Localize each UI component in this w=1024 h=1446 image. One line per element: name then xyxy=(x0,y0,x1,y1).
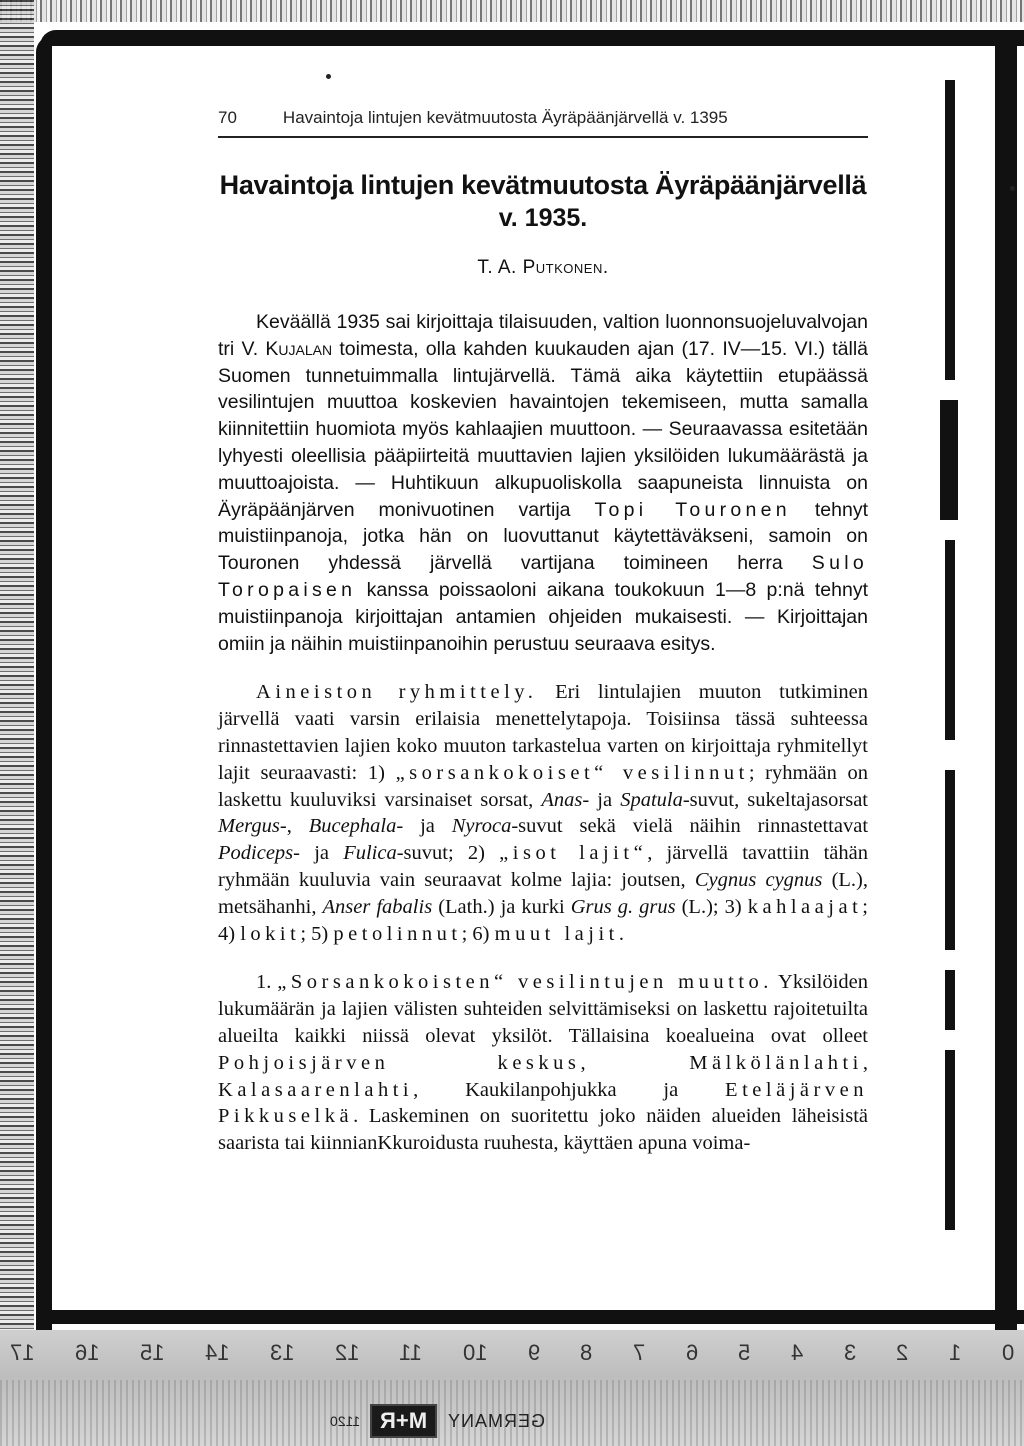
margin-marks-right xyxy=(940,70,970,1270)
film-code: 1120 xyxy=(330,1413,361,1429)
ruler-number: 1 xyxy=(948,1340,962,1365)
ruler-number: 6 xyxy=(685,1340,698,1365)
page-number: 70 xyxy=(218,108,237,127)
article-title: Havaintoja lintujen kevätmuutosta Äyräpäänjärvellä xyxy=(219,170,867,200)
film-brand xyxy=(330,1404,545,1438)
running-title: Havaintoja lintujen kevätmuutosta Äyräpäänjärvellä v. 1395 xyxy=(282,108,728,127)
ruler-number: 8 xyxy=(580,1340,593,1365)
frame-border-left xyxy=(36,36,52,1336)
ruler-number: 10 xyxy=(462,1340,488,1365)
ruler-number: 2 xyxy=(896,1340,909,1365)
article-author xyxy=(218,257,868,279)
film-country: GERMANY xyxy=(447,1410,546,1431)
ruler-number: 4 xyxy=(790,1340,804,1365)
frame-border-right xyxy=(995,40,1017,1330)
author-initials: T. A. xyxy=(477,257,517,278)
ruler-number: 5 xyxy=(738,1340,751,1365)
scan-edge-left xyxy=(0,0,34,1446)
ruler-number: 14 xyxy=(204,1340,230,1365)
ruler-scale xyxy=(0,1340,1024,1370)
scan-edge-top xyxy=(0,0,1024,22)
ruler-number: 17 xyxy=(10,1340,35,1365)
ruler-number: 0 xyxy=(1001,1340,1014,1365)
ruler-number: 15 xyxy=(139,1340,165,1365)
speck xyxy=(326,74,331,79)
running-header xyxy=(218,108,868,138)
ruler-number: 7 xyxy=(632,1340,646,1365)
ruler-number: 3 xyxy=(843,1340,856,1365)
ruler-number: 9 xyxy=(527,1340,540,1365)
ruler-number: 13 xyxy=(269,1340,295,1365)
speck xyxy=(1010,186,1015,191)
paragraph-material-grouping: Aineiston ryhmittely. Eri lintulajien muuton tutkiminen järvellä vaati varsin erilaisia menettelytapoja. Toisiinsa tässä suhteessa rinnastettavien lajien koko muuton tarkastelua varten on kirjoittaja ryhmitellyt lajit seuraavasti: 1) „sorsankokoiset“ vesilinnut; ryhmään on laskettu kuuluviksi varsinaiset sorsat, Anas- ja Spatula-suvut, sukeltajasorsat Mergus-, Bucephala- ja Nyroca-suvut sekä vielä näihin rinnastettavat Podiceps- ja Fulica-suvut; 2) „isot lajit“, järvellä tavattiin tähän ryhmään kuuluvia vain seuraavat kolme lajia: joutsen, Cygnus cygnus (L.), metsähanhi, Anser fabalis (Lath.) ja kurki Grus g. grus (L.); 3) kahlaajat; 4) lokit; 5) petolinnut; 6) muut lajit. xyxy=(218,681,869,945)
ruler-number: 11 xyxy=(399,1340,423,1365)
author-surname: Putkonen. xyxy=(522,257,609,278)
paragraph-duck-migration: 1. „Sorsankokoisten“ vesilintujen muutto. Yksilöiden lukumäärän ja lajien välisten suhteiden selvittämiseksi on laskettu rajoitetuilta alueilta kaikki niissä olevat yksilöt. Tällaisina koealueina ovat olleet Pohjoisjärven keskus, Mälkölänlahti, Kalasaarenlahti, Kaukilanpohjukka ja Eteläjärven Pikkuselkä. Laskeminen on suoritettu joko näiden alueiden läheisistä saarista tai kiinnianKkuroidusta ruuhesta, käyttäen apuna voima- xyxy=(218,971,869,1155)
paragraph-intro: Keväällä 1935 sai kirjoittaja tilaisuuden, valtion luonnonsuojeluvalvojan tri V. Kujalan toimesta, olla kahden kuukauden ajan (17. IV—15. VI.) tällä Suomen tunnetuimmalla lintujärvellä. Tämä aika käytettiin etupäässä vesilintujen muuttoa koskevien havaintojen tekemiseen, mutta samalla kiinnitettiin huomiota myös kahlaajien muuttoon. — Seuraavassa esitetään lyhyesti oleellisia pääpiirteitä muuttavien lajien yksilöiden lukumäärästä ja muuttoajoista. — Huhtikuun alkupuoliskolla saapuneista linnuista on Äyräpäänjärven monivuotinen vartija Topi Touronen tehnyt muistiinpanoja, jotka hän on luovuttanut käytettäväkseni, samoin on Touronen yhdessä järvellä vartijana toimineen herra Sulo Toropaisen kanssa poissaoloni aikana toukokuun 1—8 p:nä tehnyt muistiinpanoja kirjoittajan antamien ohjeiden mukaisesti. — Kirjoittajan omiin ja näihin muistiinpanoihin perustuu seuraava esitys. xyxy=(218,311,868,655)
frame-border-bottom xyxy=(40,1310,1024,1324)
frame-border-top xyxy=(40,30,1024,46)
film-logo: M+R xyxy=(370,1404,437,1438)
ruler-number: 12 xyxy=(334,1340,360,1365)
ruler-number: 16 xyxy=(74,1340,100,1365)
document-page xyxy=(218,108,868,1157)
article-year: v. 1935. xyxy=(498,204,588,232)
